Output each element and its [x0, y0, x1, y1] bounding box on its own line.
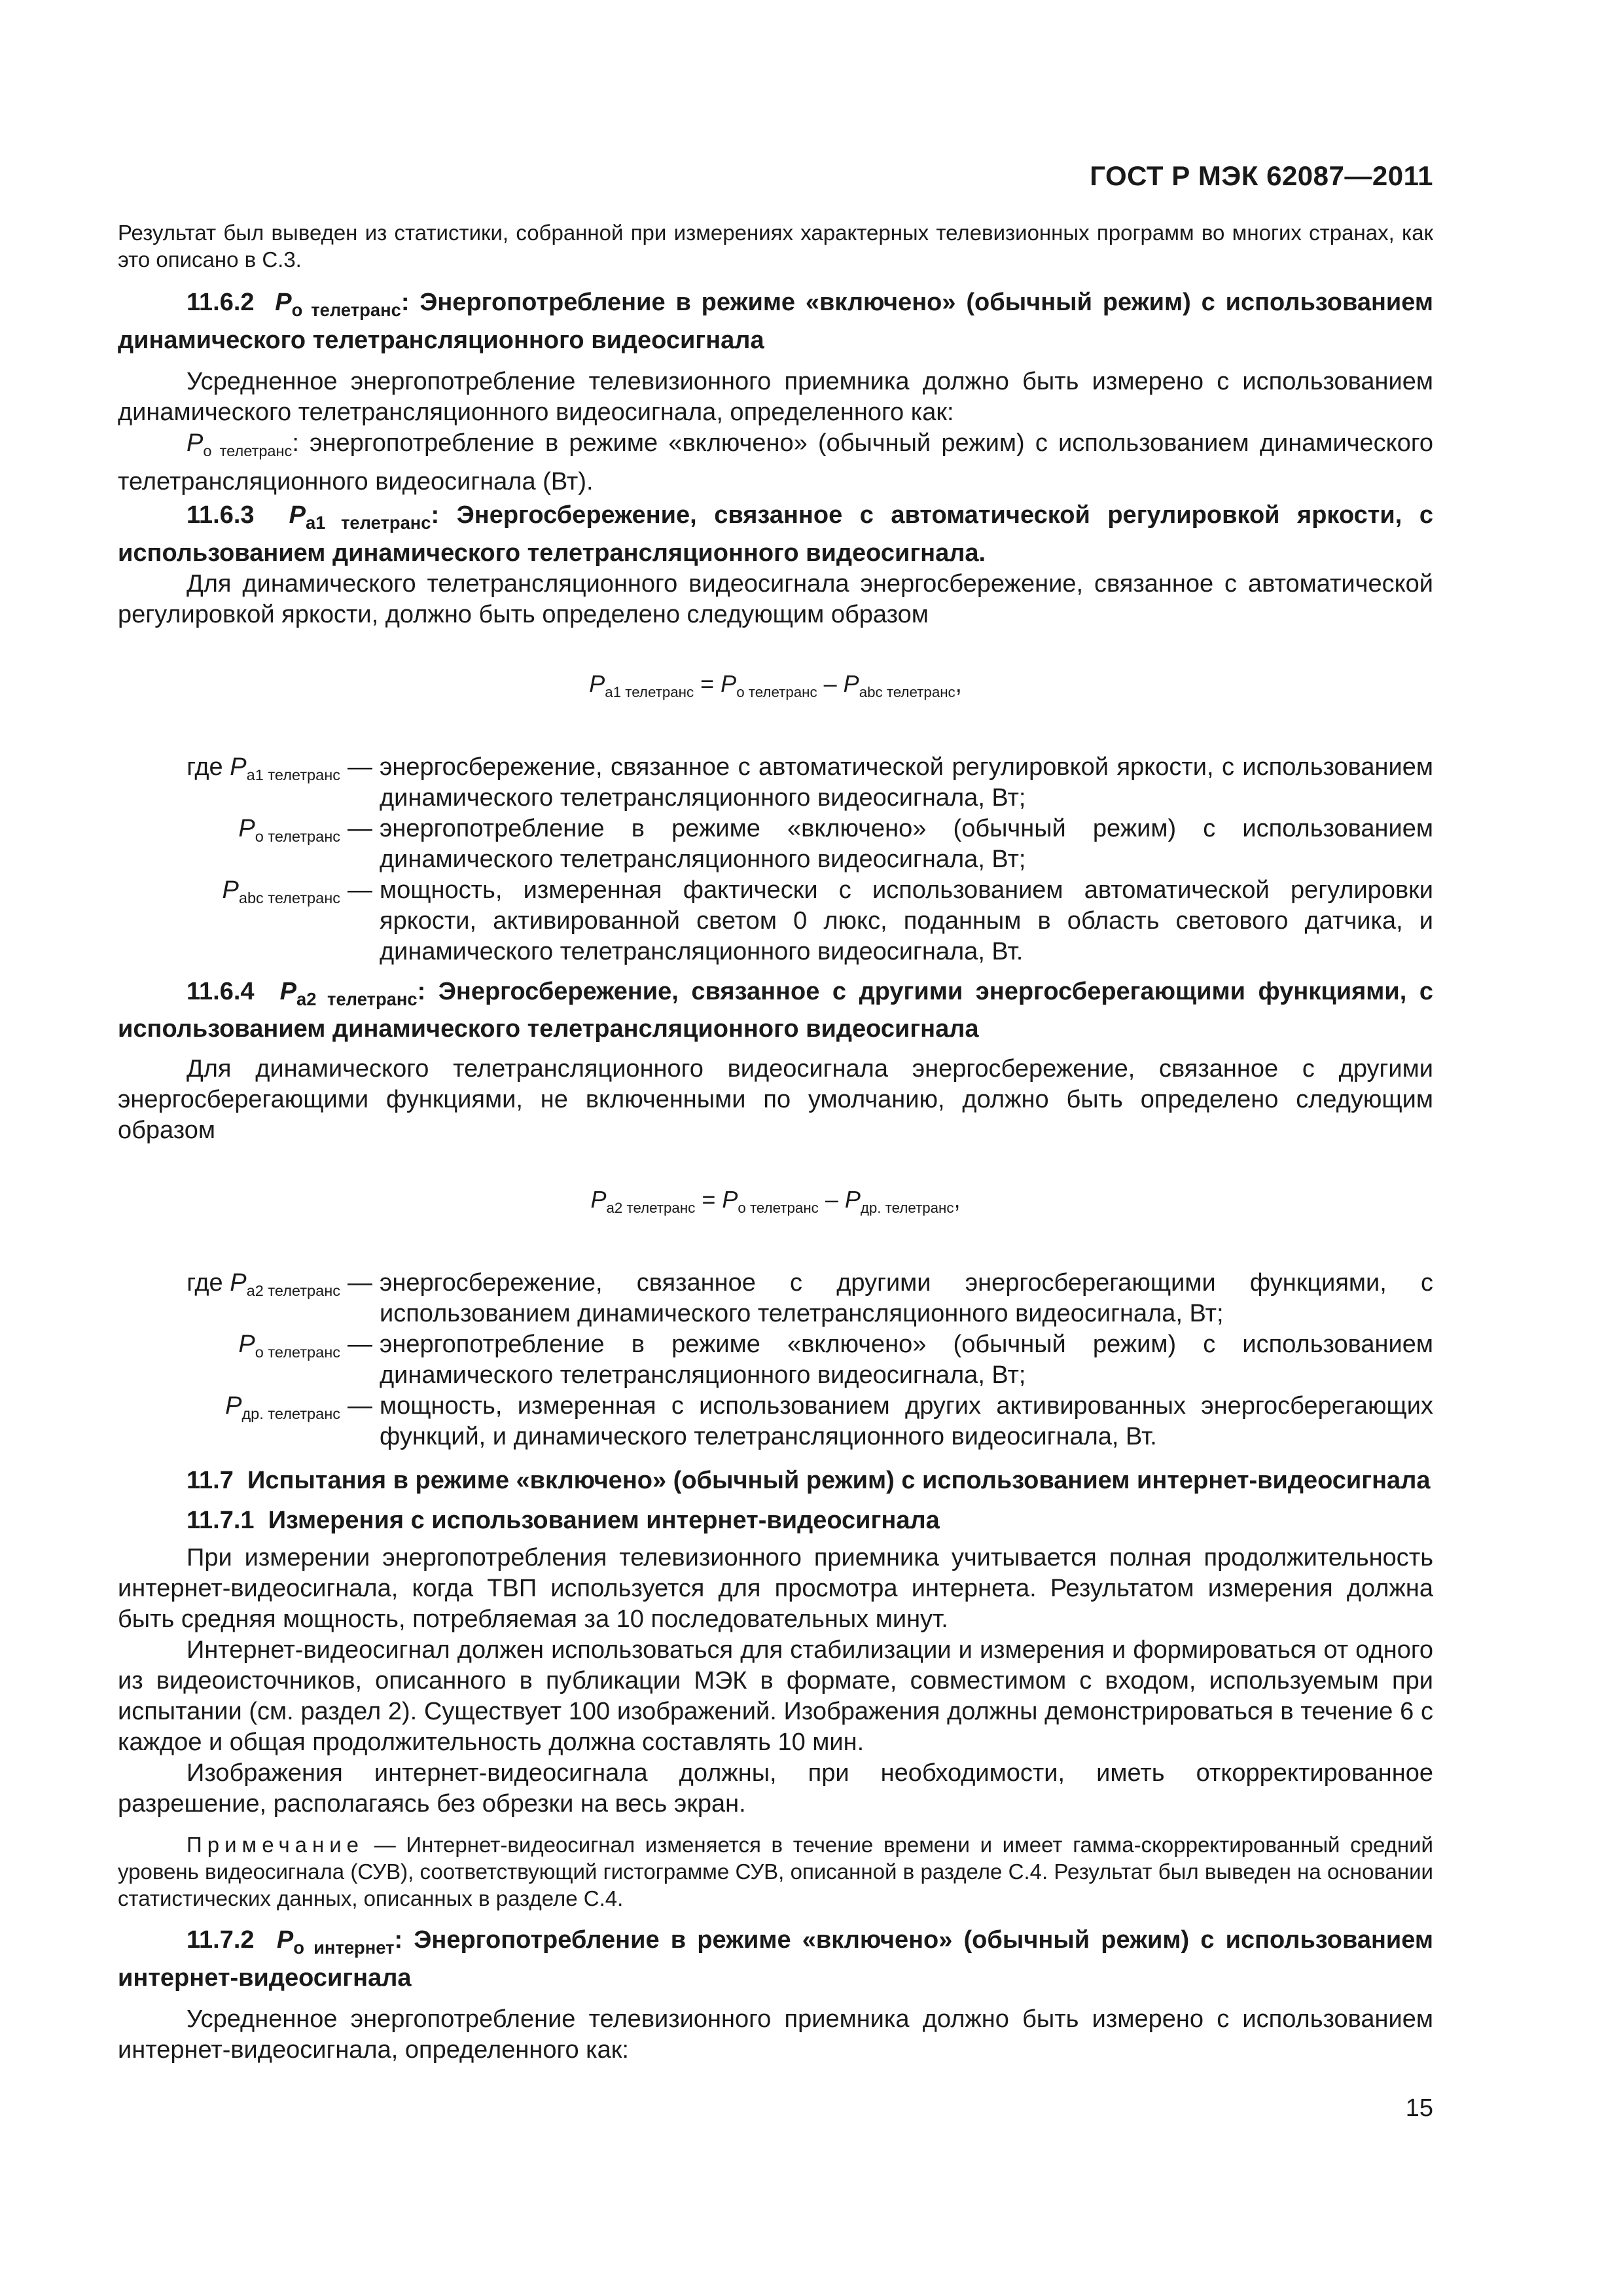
paragraph: Усредненное энергопотребление телевизионного приемника должно быть измерено с использованием динамического телетрансляционного видеосигнала, определенного как:	[118, 367, 1433, 426]
where-list-2	[118, 1268, 1433, 1452]
formula-subscript: о телетранс	[738, 1200, 819, 1217]
heading-11-7	[118, 1465, 1433, 1496]
where-term	[118, 752, 340, 791]
where-row	[118, 752, 1433, 814]
formula-equals: =	[694, 670, 721, 697]
where-term	[118, 1329, 340, 1368]
symbol-subscript: a1 телетранс	[305, 512, 431, 533]
intro-paragraph: Результат был выведен из статистики, собранной при измерениях характерных телевизионных программ во многих странах, как это описано в С.3.	[118, 221, 1433, 272]
where-row	[118, 1329, 1433, 1391]
formula-subscript: abc телетранс	[859, 683, 955, 700]
symbol: P	[279, 977, 297, 1005]
section-title: Испытания в режиме «включено» (обычный режим) с использованием интернет-видеосигнала	[247, 1467, 1431, 1495]
formula-symbol: P	[843, 670, 859, 697]
where-term	[118, 814, 340, 852]
formula-pa2	[118, 1184, 1433, 1223]
section-title: : Энергосбережение, связанное с другими энергосберегающими функциями, с использованием динамического телетрансляционного видеосигнала	[118, 977, 1433, 1043]
where-term	[118, 875, 340, 914]
where-row	[118, 875, 1433, 967]
section-number: 11.6.2	[187, 289, 255, 316]
paragraph: Усредненное энергопотребление телевизионного приемника должно быть измерено с использованием интернет-видеосигнала, определенного как:	[118, 2005, 1433, 2064]
section-title: : Энергосбережение, связанное с автоматической регулировкой яркости, с использованием динамического телетрансляционного видеосигнала.	[118, 501, 1433, 567]
where-row	[118, 1391, 1433, 1452]
where-list-1	[118, 752, 1433, 967]
term-subscript: др. телетранс	[241, 1405, 340, 1423]
term-symbol: P	[238, 814, 255, 842]
term-symbol: P	[238, 1331, 255, 1359]
where-description: энергосбережение, связанное с автоматической регулировкой яркости, с использованием динамического телетрансляционного видеосигнала, Вт;	[380, 753, 1433, 812]
heading-11-7-1	[118, 1505, 1433, 1536]
formula-symbol: P	[721, 670, 737, 697]
document-header: ГОСТ Р МЭК 62087—2011	[1090, 160, 1433, 191]
heading-11-6-2	[118, 287, 1433, 356]
heading-11-6-4	[118, 977, 1433, 1045]
term-symbol: P	[225, 1392, 242, 1420]
paragraph: Интернет-видеосигнал должен использоваться для стабилизации и измерения и формироваться от одного из видеоисточников, описанного в публикации МЭК в формате, совместимом с входом, используемым при испытании (см. раздел 2). Существует 100 изображений. Изображения должны демонстрироваться в течение 6 с каждое и общая продолжительность должна составлять 10 мин.	[118, 1636, 1433, 1757]
paragraph: При измерении энергопотребления телевизионного приемника учитывается полная продолжительность интернет-видеосигнала, когда ТВП используется для просмотра интернета. Результатом измерения должна быть средняя мощность, потребляемая за 10 последовательных минут.	[118, 1544, 1433, 1634]
term-subscript: a1 телетранс	[246, 766, 340, 783]
term-symbol: P	[230, 753, 247, 781]
section-number: 11.6.3	[187, 501, 255, 529]
section-number: 11.7.1	[187, 1507, 255, 1535]
paragraph: Изображения интернет-видеосигнала должны, при необходимости, иметь откорректированное разрешение, располагаясь без обрезки на весь экран.	[118, 1759, 1433, 1818]
term-subscript: о телетранс	[255, 827, 340, 845]
definition	[118, 428, 1433, 497]
formula-end: ,	[954, 1186, 961, 1213]
dash: —	[348, 753, 372, 781]
where-description: энергопотребление в режиме «включено» (обычный режим) с использованием динамического телетрансляционного видеосигнала, Вт;	[380, 1331, 1433, 1390]
section-number: 11.6.4	[187, 977, 255, 1005]
where-description: мощность, измеренная с использованием других активированных энергосберегающих функций, и динамического телетрансляционного видеосигнала, Вт.	[380, 1392, 1433, 1451]
formula-symbol: P	[722, 1186, 738, 1213]
where-term	[118, 1391, 340, 1429]
where-row	[118, 814, 1433, 875]
section-title: : Энергопотребление в режиме «включено» (обычный режим) с использованием динамического телетрансляционного видеосигнала	[118, 289, 1434, 354]
where-description: энергосбережение, связанное с другими энергосберегающими функциями, с использованием динамического телетрансляционного видеосигнала, Вт;	[380, 1269, 1433, 1328]
paragraph: Для динамического телетрансляционного видеосигнала энергосбережение, связанное с автоматической регулировкой яркости, должно быть определено следующим образом	[118, 569, 1433, 628]
where-description: энергопотребление в режиме «включено» (обычный режим) с использованием динамического телетрансляционного видеосигнала, Вт;	[380, 814, 1433, 873]
term-subscript: a2 телетранс	[246, 1282, 340, 1300]
formula-equals: =	[695, 1186, 722, 1213]
formula-symbol: P	[589, 670, 605, 697]
symbol-subscript: о телетранс	[291, 299, 401, 320]
term-symbol: P	[230, 1269, 247, 1297]
term-subscript: о телетранс	[255, 1344, 340, 1361]
dash: —	[348, 1269, 372, 1297]
section-title: Измерения с использованием интернет-видеосигнала	[268, 1507, 940, 1535]
formula-symbol: P	[844, 1186, 861, 1213]
where-label: где	[187, 1269, 230, 1297]
heading-11-6-3	[118, 500, 1433, 569]
term-symbol: P	[222, 876, 239, 904]
heading-11-7-2	[118, 1925, 1433, 1994]
symbol: P	[289, 501, 306, 529]
formula-subscript: о телетранс	[736, 683, 817, 700]
formula-end: ,	[955, 670, 962, 697]
note	[118, 1831, 1433, 1912]
formula-minus: –	[817, 670, 844, 697]
dash: —	[348, 1392, 372, 1420]
formula-subscript: a2 телетранс	[606, 1200, 696, 1217]
where-term	[118, 1268, 340, 1306]
formula-pa1	[118, 668, 1433, 708]
symbol-subscript: о телетранс	[203, 442, 293, 459]
note-label: Примечание	[187, 1833, 365, 1857]
formula-minus: –	[818, 1186, 845, 1213]
where-label: где	[187, 753, 230, 781]
section-number: 11.7	[187, 1467, 234, 1495]
dash: —	[348, 1331, 372, 1359]
paragraph: Для динамического телетрансляционного видеосигнала энергосбережение, связанное с другими энергосберегающими функциями, не включенными по умолчанию, должно быть определено следующим образом	[118, 1055, 1433, 1145]
symbol: P	[276, 1926, 294, 1954]
term-subscript: abc телетранс	[238, 889, 340, 906]
section-number: 11.7.2	[187, 1926, 255, 1954]
dash: —	[348, 876, 372, 904]
symbol: P	[275, 289, 292, 316]
formula-subscript: a1 телетранс	[605, 683, 694, 700]
where-description: мощность, измеренная фактически с использованием автоматической регулировки яркости, активированной светом 0 люкс, поданным в область светового датчика, и динамического телетрансляционного видеосигнала, Вт.	[380, 876, 1433, 965]
symbol: P	[187, 429, 204, 457]
symbol-subscript: a2 телетранс	[296, 988, 418, 1009]
where-row	[118, 1268, 1433, 1329]
definition-text: : энергопотребление в режиме «включено» (обычный режим) с использованием динамического телетрансляционного видеосигнала (Вт).	[118, 429, 1433, 495]
section-title: : Энергопотребление в режиме «включено» (обычный режим) с использованием интернет-видеосигнала	[118, 1926, 1434, 1992]
symbol-subscript: о интернет	[293, 1937, 395, 1958]
page-number: 15	[1405, 2094, 1433, 2122]
page-content	[118, 219, 1433, 2066]
formula-symbol: P	[590, 1186, 607, 1213]
formula-subscript: др. телетранс	[860, 1200, 954, 1217]
note-text: — Интернет-видеосигнал изменяется в течение времени и имеет гамма-скорректированный средний уровень видеосигнала (СУВ), соответствующий гистограмме СУВ, описанной в разделе С.4. Результат был выведен на основании статистических данных, описанных в разделе С.4.	[118, 1833, 1433, 1911]
dash: —	[348, 814, 372, 842]
